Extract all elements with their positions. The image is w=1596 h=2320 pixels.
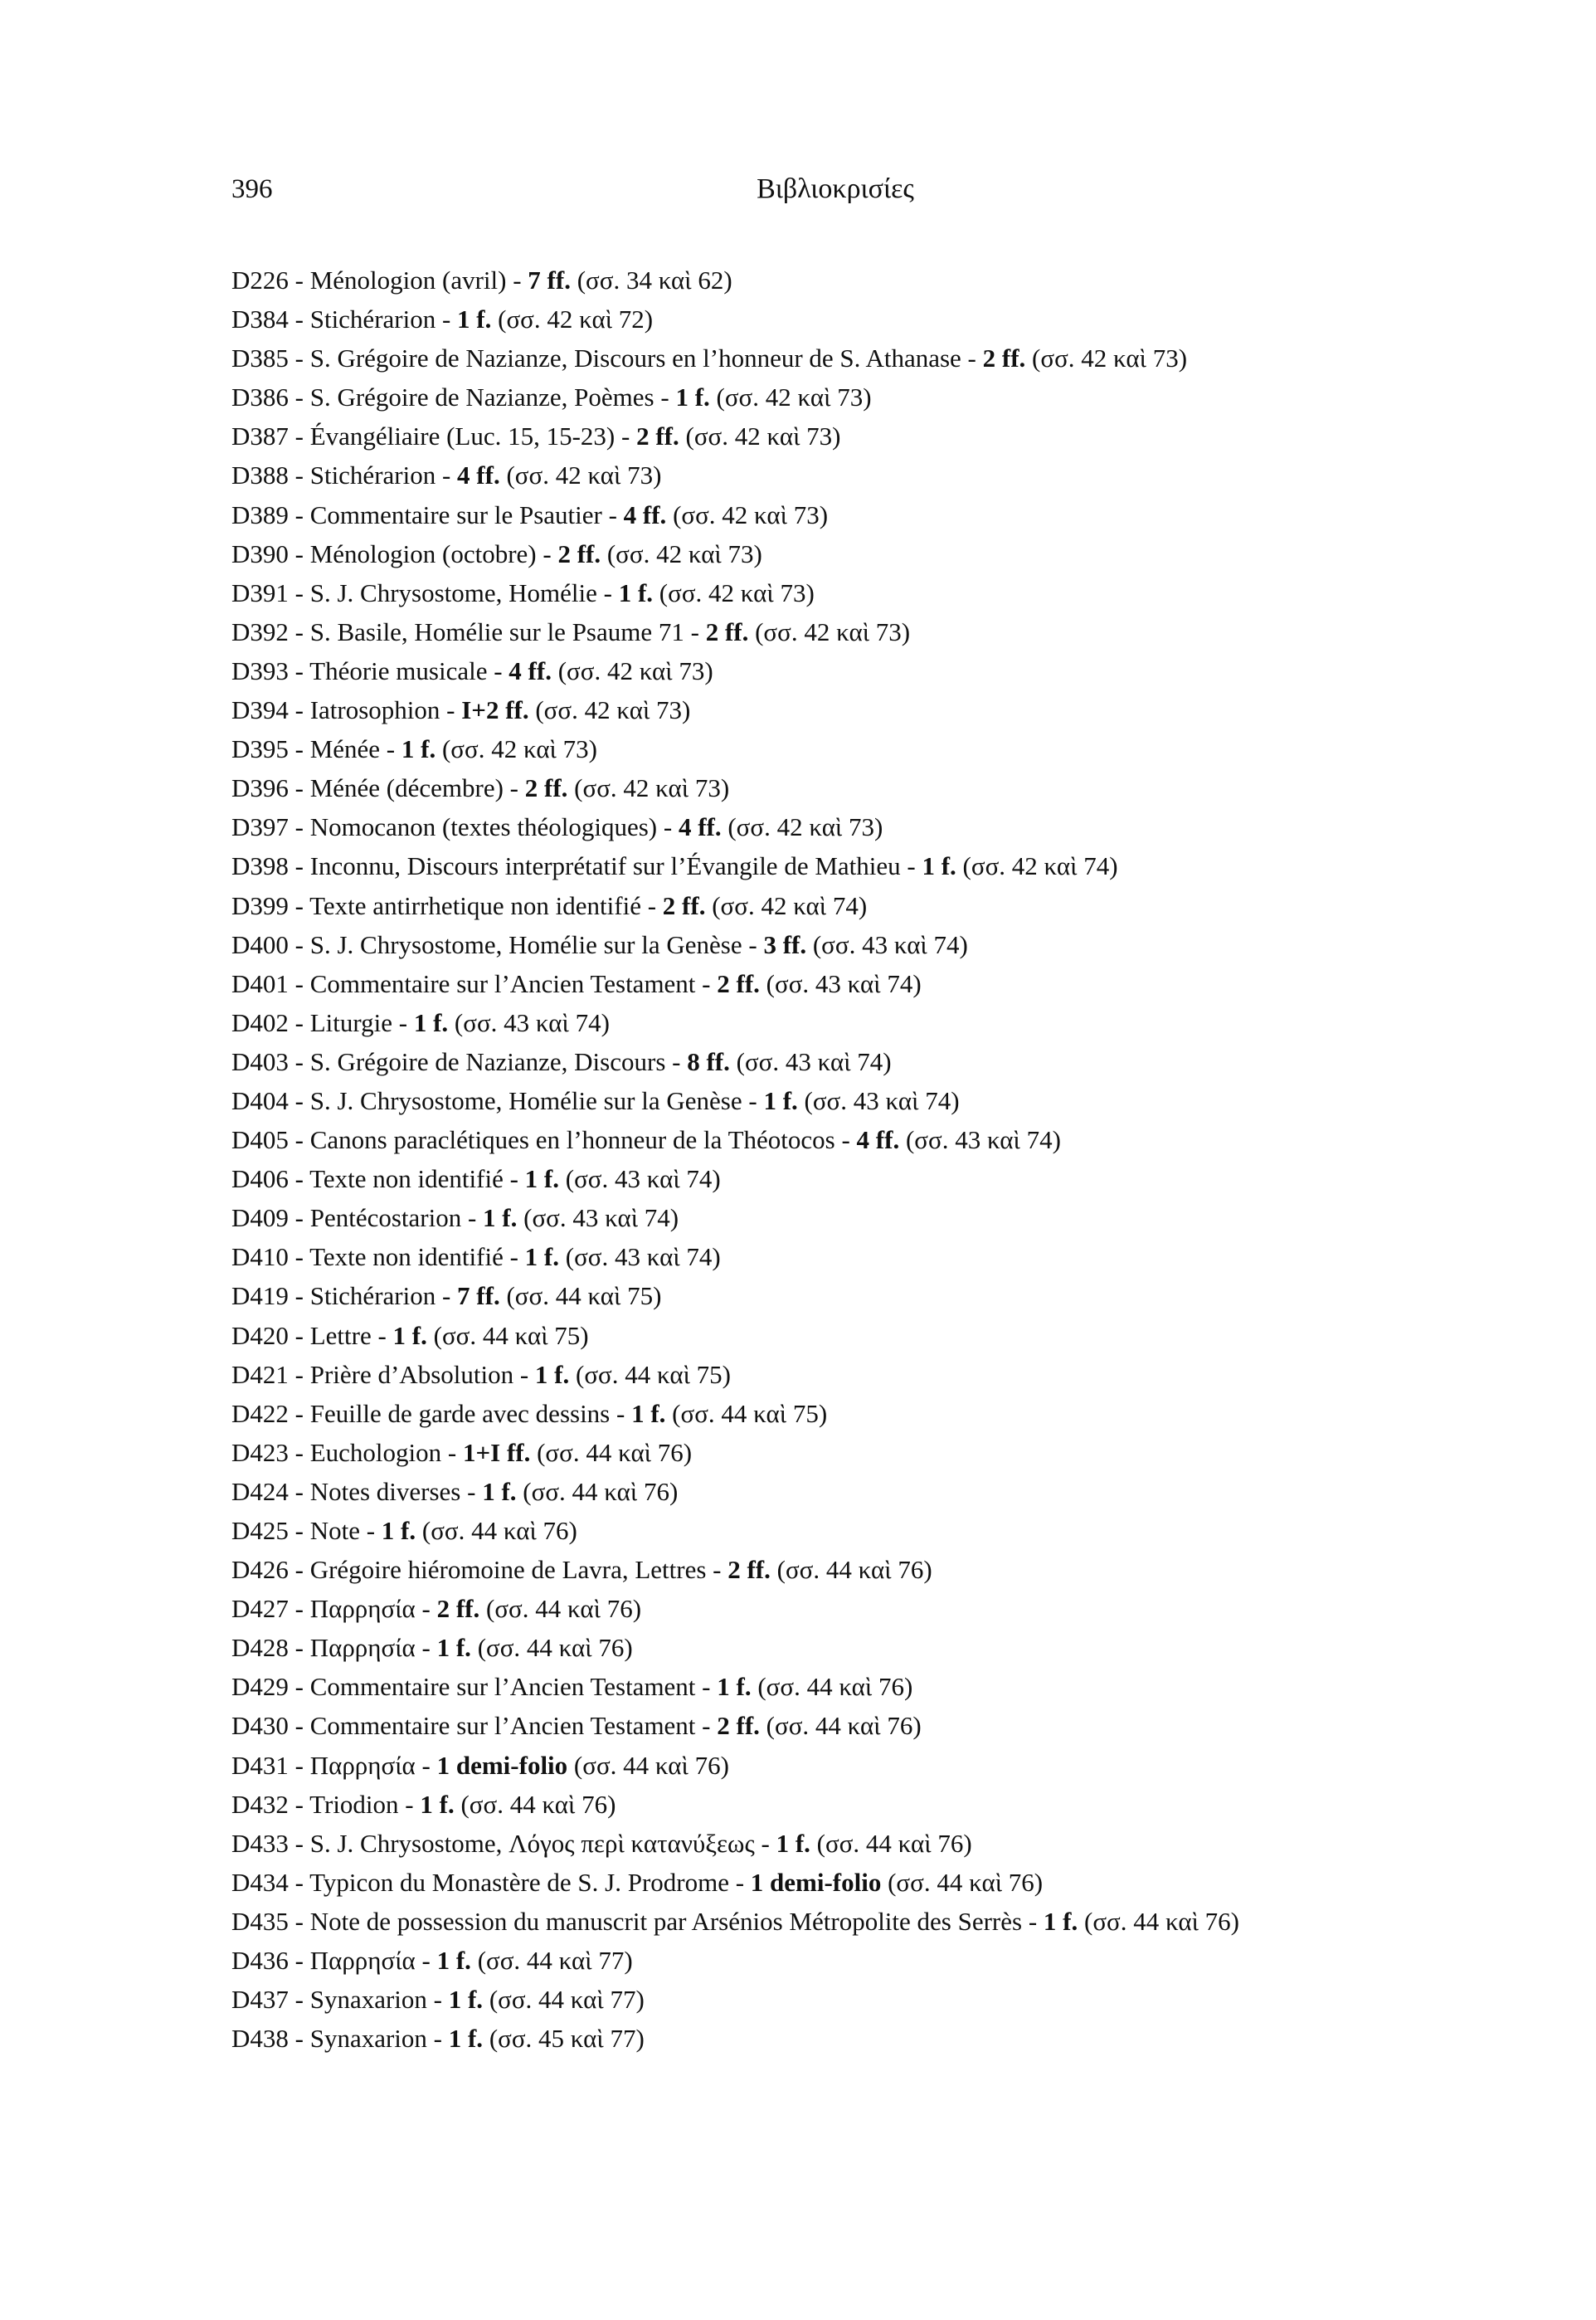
manuscript-entry <box>231 1355 1443 1394</box>
entry-folio-count: 1 f. <box>482 1476 517 1506</box>
entry-description: D429 - Commentaire sur l’Ancien Testament - <box>231 1672 718 1702</box>
entry-folio-count: 1 f. <box>763 1085 798 1115</box>
entry-page-reference: (σσ. 44 καὶ 76) <box>567 1750 729 1780</box>
entry-description: D403 - S. Grégoire de Nazianze, Discours - <box>231 1046 688 1076</box>
entry-description: D433 - S. J. Chrysostome, Λόγος περὶ κατανύξεως - <box>231 1828 776 1858</box>
entry-page-reference: (σσ. 43 καὶ 74) <box>759 968 922 998</box>
manuscript-entry <box>231 1746 1443 1785</box>
entry-folio-count: 1 f. <box>448 1985 484 2015</box>
entry-description: D419 - Stichérarion - <box>231 1281 458 1311</box>
entry-folio-count: 2 ff. <box>717 1711 760 1741</box>
manuscript-entry <box>231 339 1443 378</box>
manuscript-entry <box>231 1394 1443 1433</box>
entry-description: D423 - Euchologion - <box>231 1437 463 1467</box>
entry-description: D420 - Lettre - <box>231 1320 393 1350</box>
entry-description: D396 - Ménée (décembre) - <box>231 773 525 803</box>
entry-folio-count: 1 demi-folio <box>436 1750 568 1780</box>
entry-folio-count: 1 f. <box>436 1946 471 1976</box>
entry-description: D434 - Typicon du Monastère de S. J. Prodrome - <box>231 1867 751 1897</box>
entry-description: D386 - S. Grégoire de Nazianze, Poèmes - <box>231 383 676 412</box>
manuscript-entry <box>231 495 1443 534</box>
entry-folio-count: 2 ff. <box>662 890 706 920</box>
entry-folio-count: 1 f. <box>524 1164 559 1194</box>
manuscript-entry <box>231 573 1443 612</box>
entry-page-reference: (σσ. 42 καὶ 73) <box>721 812 883 842</box>
entry-page-reference: (σσ. 43 καὶ 74) <box>559 1164 721 1194</box>
entry-description: D390 - Ménologion (octobre) - <box>231 539 558 568</box>
entry-folio-count: 2 ff. <box>557 539 601 568</box>
entry-folio-count: 1 f. <box>392 1320 427 1350</box>
entry-page-reference: (σσ. 43 καὶ 74) <box>797 1085 960 1115</box>
entry-description: D400 - S. J. Chrysostome, Homélie sur la Genèse - <box>231 929 764 959</box>
entry-description: D426 - Grégoire hiéromoine de Lavra, Lettres - <box>231 1555 728 1585</box>
manuscript-entry <box>231 1120 1443 1159</box>
entry-description: D438 - Synaxarion - <box>231 2024 449 2054</box>
entry-description: D401 - Commentaire sur l’Ancien Testament - <box>231 968 718 998</box>
entry-page-reference: (σσ. 44 καὶ 76) <box>516 1476 679 1506</box>
entry-page-reference: (σσ. 42 καὶ 73) <box>709 383 872 412</box>
entry-folio-count: 1+I ff. <box>462 1437 531 1467</box>
entry-page-reference: (σσ. 44 καὶ 76) <box>881 1867 1044 1897</box>
entry-page-reference: (σσ. 43 καὶ 74) <box>806 929 968 959</box>
entry-description: D432 - Triodion - <box>231 1789 421 1819</box>
entry-page-reference: (σσ. 44 καὶ 76) <box>416 1516 577 1545</box>
entry-description: D404 - S. J. Chrysostome, Homélie sur la Genèse - <box>231 1085 764 1115</box>
entry-description: D425 - Note - <box>231 1516 382 1545</box>
entry-folio-count: 1 demi-folio <box>750 1867 882 1897</box>
manuscript-entry <box>231 1511 1443 1550</box>
entry-description: D435 - Note de possession du manuscrit par Arsénios Métropolite des Serrès - <box>231 1906 1044 1936</box>
manuscript-entry <box>231 1433 1443 1472</box>
entry-folio-count: 1 f. <box>776 1828 810 1858</box>
manuscript-entry <box>231 1472 1443 1511</box>
entry-description: D409 - Pentécostarion - <box>231 1203 484 1233</box>
entry-folio-count: 4 ff. <box>856 1125 900 1155</box>
entry-page-reference: (σσ. 34 καὶ 62) <box>570 266 732 295</box>
entry-folio-count: 4 ff. <box>623 500 667 529</box>
manuscript-entry <box>231 261 1443 300</box>
running-title <box>0 173 1596 206</box>
manuscript-entry <box>231 846 1443 885</box>
entry-folio-count: 1 f. <box>483 1203 518 1233</box>
manuscript-entry <box>231 1316 1443 1355</box>
entry-page-reference: (σσ. 42 καὶ 73) <box>679 422 841 451</box>
manuscript-entry <box>231 2019 1443 2058</box>
entry-description: D387 - Évangéliaire (Luc. 15, 15-23) - <box>231 422 637 451</box>
manuscript-entry <box>231 1863 1443 1902</box>
entry-page-reference: (σσ. 44 καὶ 75) <box>426 1320 589 1350</box>
entry-folio-count: 7 ff. <box>457 1281 500 1311</box>
entry-folio-count: 3 ff. <box>763 929 807 959</box>
manuscript-entry <box>231 1589 1443 1628</box>
entry-page-reference: (σσ. 43 καὶ 74) <box>729 1046 892 1076</box>
entry-page-reference: (σσ. 42 καὶ 73) <box>567 773 730 803</box>
entry-folio-count: 1 f. <box>381 1516 416 1545</box>
manuscript-entry <box>231 1550 1443 1589</box>
entry-description: D397 - Nomocanon (textes théologiques) - <box>231 812 679 842</box>
manuscript-entry <box>231 886 1443 925</box>
entry-page-reference: (σσ. 44 καὶ 76) <box>479 1594 642 1624</box>
entry-folio-count: 1 f. <box>534 1359 570 1389</box>
entry-page-reference: (σσ. 42 καὶ 73) <box>653 578 815 607</box>
entry-description: D405 - Canons paraclétiques en l’honneur de la Théotocos - <box>231 1125 857 1155</box>
entry-folio-count: 1 f. <box>524 1242 559 1272</box>
entry-description: D437 - Synaxarion - <box>231 1985 449 2015</box>
entry-folio-count: 2 ff. <box>982 344 1026 373</box>
entry-description: D424 - Notes diverses - <box>231 1476 483 1506</box>
entry-folio-count: 1 f. <box>448 2024 484 2054</box>
entry-page-reference: (σσ. 42 καὶ 73) <box>601 539 762 568</box>
entry-description: D422 - Feuille de garde avec dessins - <box>231 1398 632 1428</box>
entry-folio-count: 4 ff. <box>678 812 722 842</box>
entry-folio-count: 2 ff. <box>727 1555 771 1585</box>
entry-page-reference: (σσ. 44 καὶ 76) <box>1078 1906 1239 1936</box>
entry-description: D436 - Παρρησία - <box>231 1946 437 1976</box>
entry-page-reference: (σσ. 42 καὶ 73) <box>528 695 691 725</box>
entry-description: D421 - Prière d’Absolution - <box>231 1359 535 1389</box>
manuscript-entry <box>231 456 1443 495</box>
entry-page-reference: (σσ. 44 καὶ 76) <box>470 1633 633 1663</box>
entry-folio-count: 4 ff. <box>508 656 552 685</box>
manuscript-entry <box>231 1667 1443 1706</box>
manuscript-entry <box>231 729 1443 768</box>
manuscript-entry <box>231 300 1443 339</box>
entry-page-reference: (σσ. 44 καὶ 76) <box>810 1828 972 1858</box>
entry-page-reference: (σσ. 42 καὶ 73) <box>666 500 829 529</box>
manuscript-entry <box>231 1042 1443 1081</box>
entry-description: D393 - Théorie musicale - <box>231 656 509 685</box>
manuscript-entry <box>231 1980 1443 2019</box>
entry-page-reference: (σσ. 42 καὶ 74) <box>956 851 1118 881</box>
entry-description: D430 - Commentaire sur l’Ancien Testament - <box>231 1711 718 1741</box>
entry-folio-count: I+2 ff. <box>461 695 529 725</box>
manuscript-entry <box>231 1785 1443 1824</box>
entry-description: D428 - Παρρησία - <box>231 1633 437 1663</box>
entry-description: D385 - S. Grégoire de Nazianze, Discours en l’honneur de S. Athanase - <box>231 344 983 373</box>
manuscript-entry <box>231 807 1443 846</box>
entry-page-reference: (σσ. 42 καὶ 72) <box>491 305 654 334</box>
entry-folio-count: 1 f. <box>631 1398 666 1428</box>
manuscript-entry <box>231 1628 1443 1667</box>
entry-description: D402 - Liturgie - <box>231 1007 414 1037</box>
entry-folio-count: 1 f. <box>618 578 654 607</box>
entry-page-reference: (σσ. 45 καὶ 77) <box>483 2024 645 2054</box>
entry-description: D394 - Iatrosophion - <box>231 695 462 725</box>
manuscript-entry <box>231 534 1443 573</box>
running-title-text: Βιβλιοκρισίες <box>757 173 914 204</box>
entry-description: D388 - Stichérarion - <box>231 461 458 490</box>
entry-description: D384 - Stichérarion - <box>231 305 458 334</box>
manuscript-entry <box>231 1198 1443 1237</box>
entry-description: D427 - Παρρησία - <box>231 1594 437 1624</box>
entry-page-reference: (σσ. 43 καὶ 74) <box>517 1203 679 1233</box>
manuscript-entry <box>231 1003 1443 1042</box>
entry-folio-count: 2 ff. <box>705 617 749 646</box>
entry-folio-count: 1 f. <box>436 1633 471 1663</box>
manuscript-entry <box>231 1824 1443 1863</box>
entry-page-reference: (σσ. 44 καὶ 76) <box>751 1672 913 1702</box>
entry-page-reference: (σσ. 44 καὶ 76) <box>530 1437 693 1467</box>
entry-page-reference: (σσ. 43 καὶ 74) <box>559 1242 721 1272</box>
manuscript-entry <box>231 964 1443 1003</box>
manuscript-entry <box>231 1902 1443 1941</box>
manuscript-entry <box>231 1159 1443 1198</box>
entry-page-reference: (σσ. 44 καὶ 76) <box>759 1711 922 1741</box>
entry-folio-count: 2 ff. <box>524 773 568 803</box>
entry-folio-count: 1 f. <box>420 1789 455 1819</box>
entry-folio-count: 8 ff. <box>687 1046 730 1076</box>
manuscript-entry <box>231 1276 1443 1315</box>
entry-description: D399 - Texte antirrhetique non identifié - <box>231 890 663 920</box>
entry-page-reference: (σσ. 44 καὶ 75) <box>665 1398 828 1428</box>
entry-folio-count: 2 ff. <box>436 1594 480 1624</box>
entry-page-reference: (σσ. 42 καὶ 73) <box>551 656 713 685</box>
entry-page-reference: (σσ. 44 καὶ 75) <box>499 1281 662 1311</box>
entry-page-reference: (σσ. 44 καὶ 76) <box>770 1555 932 1585</box>
entry-folio-count: 1 f. <box>675 383 710 412</box>
entry-page-reference: (σσ. 42 καὶ 73) <box>1025 344 1188 373</box>
page-number: 396 <box>231 174 273 204</box>
entry-description: D406 - Texte non identifié - <box>231 1164 525 1194</box>
entry-description: D410 - Texte non identifié - <box>231 1242 525 1272</box>
entry-description: D398 - Inconnu, Discours interprétatif sur l’Évangile de Mathieu - <box>231 851 922 881</box>
entry-page-reference: (σσ. 44 καὶ 76) <box>454 1789 616 1819</box>
entry-description: D389 - Commentaire sur le Psautier - <box>231 500 624 529</box>
entry-folio-count: 2 ff. <box>636 422 679 451</box>
entry-folio-count: 2 ff. <box>717 968 760 998</box>
entry-description: D392 - S. Basile, Homélie sur le Psaume 71 - <box>231 617 706 646</box>
entry-page-reference: (σσ. 43 καὶ 74) <box>899 1125 1061 1155</box>
entry-folio-count: 1 f. <box>922 851 956 881</box>
entry-folio-count: 1 f. <box>717 1672 752 1702</box>
manuscript-entry <box>231 378 1443 417</box>
manuscript-entry <box>231 925 1443 964</box>
manuscript-entry <box>231 1237 1443 1276</box>
entry-description: D431 - Παρρησία - <box>231 1750 437 1780</box>
manuscript-entry <box>231 651 1443 690</box>
manuscript-entry <box>231 1941 1443 1980</box>
entry-page-reference: (σσ. 42 καὶ 73) <box>499 461 662 490</box>
entry-page-reference: (σσ. 44 καὶ 77) <box>470 1946 633 1976</box>
manuscript-entry <box>231 690 1443 729</box>
entry-folio-count: 1 f. <box>1043 1906 1078 1936</box>
entry-page-reference: (σσ. 42 καὶ 74) <box>705 890 868 920</box>
entry-page-reference: (σσ. 44 καὶ 75) <box>569 1359 731 1389</box>
entry-page-reference: (σσ. 43 καὶ 74) <box>448 1007 610 1037</box>
manuscript-entry-list <box>231 261 1443 2058</box>
entry-page-reference: (σσ. 42 καὶ 73) <box>435 734 597 764</box>
manuscript-entry <box>231 417 1443 456</box>
manuscript-entry <box>231 768 1443 807</box>
entry-description: D391 - S. J. Chrysostome, Homélie - <box>231 578 619 607</box>
entry-page-reference: (σσ. 44 καὶ 77) <box>483 1985 645 2015</box>
entry-page-reference: (σσ. 42 καὶ 73) <box>748 617 911 646</box>
entry-folio-count: 1 f. <box>401 734 436 764</box>
manuscript-entry <box>231 612 1443 651</box>
entry-folio-count: 1 f. <box>413 1007 449 1037</box>
entry-folio-count: 4 ff. <box>457 461 500 490</box>
entry-folio-count: 7 ff. <box>528 266 571 295</box>
entry-description: D226 - Ménologion (avril) - <box>231 266 528 295</box>
manuscript-entry <box>231 1081 1443 1120</box>
manuscript-entry <box>231 1706 1443 1745</box>
entry-description: D395 - Ménée - <box>231 734 401 764</box>
entry-folio-count: 1 f. <box>457 305 492 334</box>
